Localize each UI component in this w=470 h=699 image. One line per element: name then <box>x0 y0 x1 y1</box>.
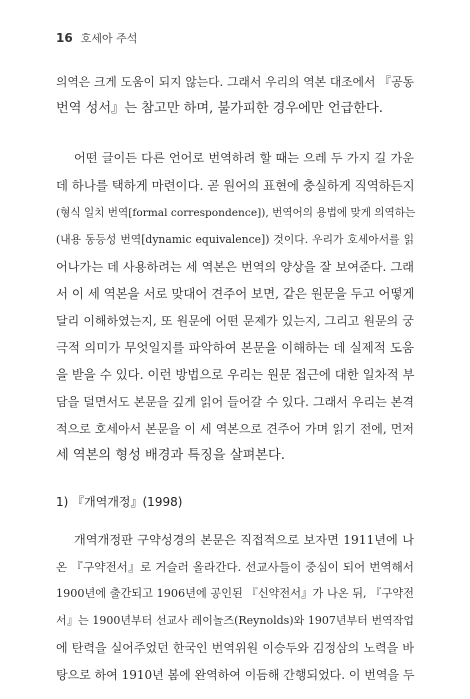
body-line: 서』는 1900년부터 선교사 레이놀즈(Reynolds)와 1907년부터 번역작업 <box>56 614 414 627</box>
body-line: 극적 의미가 무엇일지를 파악하여 본문을 이해하는 데 실제적 도움 <box>56 340 414 355</box>
book-title: 호세아 주석 <box>80 32 138 45</box>
page-number: 16 <box>56 31 73 45</box>
body-line: 세 역본의 형성 배경과 특징을 살펴본다. <box>56 448 285 463</box>
body-line: 온 『구약전서』로 거슬러 올라간다. 선교사들이 중심이 되어 번역해서 <box>56 560 414 574</box>
body-line: 에 탄력을 실어주었던 한국인 번역위원 이승두와 김정삼의 노력을 바 <box>56 641 414 655</box>
body-line: 어떤 글이든 다른 언어로 번역하려 할 때는 으레 두 가지 길 가운 <box>74 151 414 165</box>
running-head <box>56 30 137 46</box>
body-line: 개역개정판 구약성경의 본문은 직접적으로 보자면 1911년에 나 <box>74 533 414 547</box>
body-line: 을 받을 수 있다. 이런 방법으로 우리는 원문 접근에 대한 일차적 부 <box>56 367 415 382</box>
body-line: 번역 성서』는 참고만 하며, 불가피한 경우에만 언급한다. <box>56 101 383 116</box>
body-line: (내용 동등성 번역[dynamic equivalence]) 것이다. 우리가 호세아서를 읽 <box>56 233 414 246</box>
section-heading: 1) 『개역개정』(1998) <box>56 495 183 509</box>
body-line: 1900년에 출간되고 1906년에 공인된 『신약전서』가 나온 뒤, 『구약전 <box>56 587 414 600</box>
body-line: 달리 이해하였는지, 또 원문에 어떤 문제가 있는지, 그리고 원문의 궁 <box>56 314 414 328</box>
body-line: 데 하나를 택하게 마련이다. 곧 원어의 표현에 충실하게 직역하든지 <box>56 178 415 193</box>
body-line: 탕으로 하여 1910년 봄에 완역하여 이듬해 간행되었다. 이 번역을 두 <box>56 668 415 682</box>
body-line: 적으로 호세아서 본문을 이 세 역본으로 견주어 가며 읽기 전에, 먼저 <box>56 422 414 436</box>
body-line: 담을 덜면서도 본문을 깊게 읽어 들어갈 수 있다. 그래서 우리는 본격 <box>56 395 414 409</box>
body-line: 어나가는 데 사용하려는 세 역본은 번역의 양상을 잘 보여준다. 그래 <box>56 260 414 274</box>
body-line: 의역은 크게 도움이 되지 않는다. 그래서 우리의 역본 대조에서 『공동 <box>56 75 414 89</box>
body-line: (형식 일치 번역[formal correspondence]), 번역어의 용법에 맞게 의역하는 <box>56 207 416 219</box>
body-line: 서 이 세 역본을 서로 맞대어 견주어 보면, 같은 원문을 두고 어떻게 <box>56 286 415 301</box>
